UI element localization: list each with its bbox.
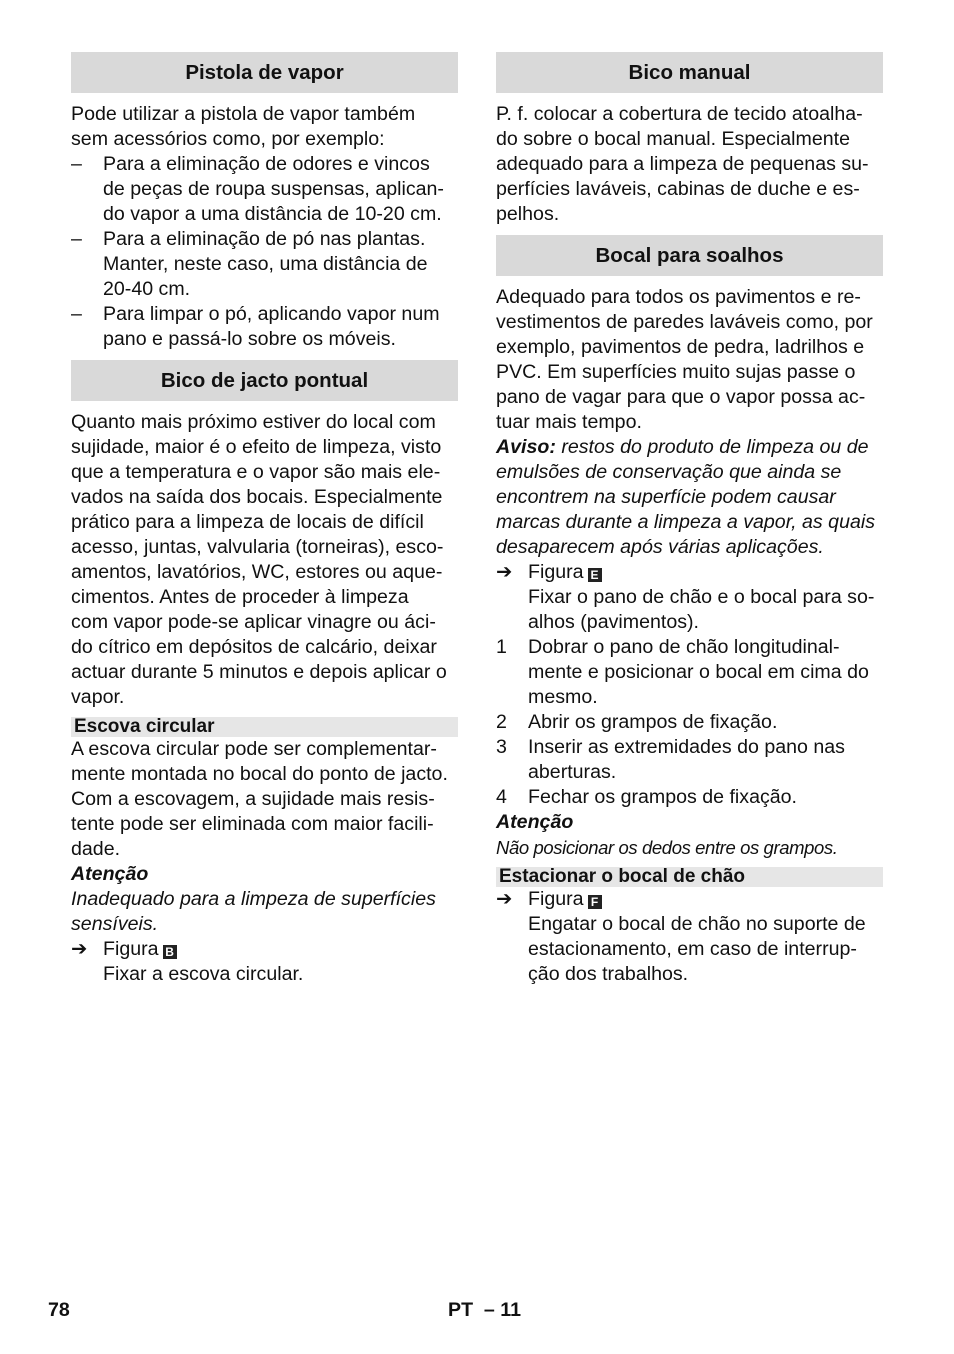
atencao-label: Atenção (496, 811, 574, 833)
left-column (71, 52, 458, 987)
heading-bocal-para-soalhos: Bocal para soalhos (496, 235, 883, 276)
step-number: 2 (496, 711, 507, 733)
atencao-text: Inadequado para a limpeza de superfícies sensíveis. (71, 888, 436, 935)
list-item: – Para a eliminação de pó nas plantas. Manter, neste caso, uma distância de 20-40 cm. (71, 228, 428, 300)
atencao-text: Não posicionar os dedos entre os grampos. (496, 837, 838, 858)
subheading-estacionar-bocal: Estacionar o bocal de chão (496, 867, 883, 887)
numbered-step: 2 Abrir os grampos de fixação. (496, 711, 778, 733)
numbered-step: 3 Inserir as extremidades do pano nas aberturas. (496, 736, 845, 783)
figure-reference: ➔ Figura B Fixar a escova circular. (71, 938, 304, 985)
list-item: – Para a eliminação de odores e vincos de peças de roupa suspensas, aplican- do vapor a uma distância de 10-20 cm. (71, 153, 444, 225)
figure-letter-badge: B (163, 945, 177, 959)
figure-letter-badge: F (588, 895, 602, 909)
right-column (496, 52, 883, 987)
step-number: 4 (496, 786, 507, 808)
page-number: 78 (48, 1299, 70, 1321)
dash-marker: – (71, 303, 82, 325)
arrow-right-icon: ➔ (496, 561, 513, 583)
figure-reference: ➔ Figura F Engatar o bocal de chão no suporte de estacionamento, em caso de interrup- ção dos trabalhos. (496, 888, 866, 985)
escova-paragraph: A escova circular pode ser complementar- mente montada no bocal do ponto de jacto. Com a escovagem, a sujidade mais resis- tente pode ser eliminada com maior facili- dade. (71, 738, 448, 860)
aviso-note: Aviso: restos do produto de limpeza ou de emulsões de conservação que ainda se encontrem na superfície podem causar marcas durante a limpeza a vapor, as quais desaparecem após várias aplicações. (496, 436, 876, 558)
section-label: PT – 11 (448, 1299, 521, 1321)
heading-pistola-de-vapor: Pistola de vapor (71, 52, 458, 93)
dash-marker: – (71, 153, 82, 175)
aviso-label: Aviso: (496, 436, 556, 458)
dash-marker: – (71, 228, 82, 250)
pistola-intro: Pode utilizar a pistola de vapor também sem acessórios como, por exemplo: (71, 103, 416, 150)
arrow-right-icon: ➔ (496, 888, 513, 910)
subheading-escova-circular: Escova circular (71, 717, 458, 737)
heading-bico-manual: Bico manual (496, 52, 883, 93)
figure-reference: ➔ Figura E Fixar o pano de chão e o bocal para so- alhos (pavimentos). (496, 561, 875, 633)
figure-letter-badge: E (588, 568, 602, 582)
arrow-right-icon: ➔ (71, 938, 88, 960)
step-number: 3 (496, 736, 507, 758)
step-number: 1 (496, 636, 507, 658)
bico-manual-paragraph: P. f. colocar a cobertura de tecido atoalha- do sobre o bocal manual. Especialmente adequado para a limpeza de pequenas su- perfícies laváveis, cabinas de duche e es- pelhos. (496, 103, 869, 225)
numbered-step: 4 Fechar os grampos de fixação. (496, 786, 798, 808)
list-item: – Para limpar o pó, aplicando vapor num pano e passá-lo sobre os móveis. (71, 303, 440, 350)
bico-jacto-paragraph: Quanto mais próximo estiver do local com sujidade, maior é o efeito de limpeza, visto que a temperatura e o vapor são mais ele- vados na saída dos bocais. Especialmente prático para a limpeza de locais de difícil acesso, juntas, valvularia (torneiras), esco- amentos, lavatórios, WC, estores ou aque- cimentos. Antes de proceder à limpeza com vapor pode-se aplicar vinagre ou áci- do cítrico em depósitos de calcário, deixar actuar durante 5 minutos e depois aplicar o vapor. (71, 411, 447, 708)
figure-instruction: Fixar a escova circular. (103, 963, 304, 985)
heading-bico-de-jacto-pontual: Bico de jacto pontual (71, 360, 458, 401)
numbered-step: 1 Dobrar o pano de chão longitudinal- mente e posicionar o bocal em cima do mesmo. (496, 636, 869, 708)
atencao-label: Atenção (71, 863, 149, 885)
bocal-paragraph: Adequado para todos os pavimentos e re- vestimentos de paredes laváveis como, por exemplo, pavimentos de pedra, ladrilhos e PVC. Em superfícies muito sujas passe o pano de vagar para que o vapor possa ac- tuar mais tempo. (496, 286, 873, 433)
